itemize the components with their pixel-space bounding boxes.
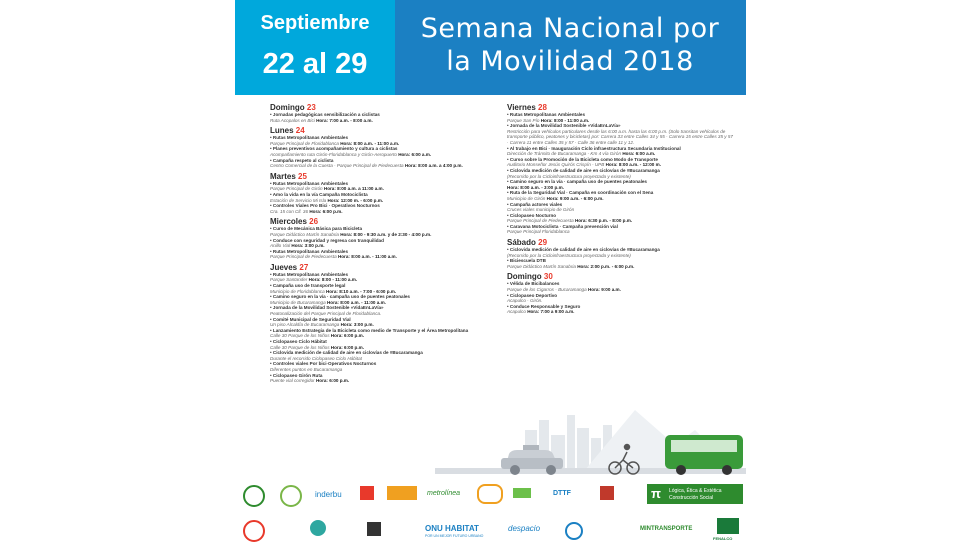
- event-item: [270, 112, 496, 123]
- event-location: Durante el recorrido Ciclopaseo Ciclo Hábitat: [270, 355, 362, 361]
- day-name: Martes: [270, 171, 296, 181]
- event-location: Ruta Acopalos en Bici: [270, 117, 315, 123]
- event-location: Puente vial corregidor: [270, 378, 315, 384]
- event-title: • Ciclopaseo Nocturno: [507, 212, 557, 218]
- event-location: Parque Principal de Girón: [270, 186, 323, 192]
- event-time: Hora: 8:00 a.m. a 11:00 a.m.: [323, 186, 384, 192]
- event-time: Hora: 8:00 - 9:30 a.m. y de 2:30 - 4:00 p.m.: [340, 231, 432, 237]
- event-item: [507, 190, 733, 201]
- header-banner: [235, 0, 746, 95]
- logo-fenalco: FENALCO: [713, 536, 733, 541]
- event-item: [507, 157, 733, 168]
- event-title: • Vélida de Bicibalances: [507, 281, 560, 287]
- event-detail: [507, 229, 733, 235]
- day-name: Domingo: [507, 272, 542, 282]
- day-name: Viernes: [507, 103, 536, 112]
- event-title: • Comité Municipal de Seguridad Vial: [270, 316, 351, 322]
- event-time: Hora: 8:00 a.m. - 11:00 a.m.: [337, 254, 397, 260]
- event-title: • Al trabajo en Bici · Inauguración Ciclo infraestructura Secundaria Institucional: [507, 145, 681, 151]
- event-location: Peatonalización del Parque Principal de Floridablanca.: [270, 311, 382, 317]
- event-title: • Ruta de la Seguridad Vial · Campaña en coordinación con el Sena: [507, 190, 654, 196]
- event-detail: [507, 129, 733, 146]
- event-item: [270, 361, 496, 372]
- bus-icon: [665, 435, 743, 475]
- event-time: Hora: 6:00 p.m.: [330, 344, 364, 350]
- event-time: Hora: 6:30 p.m. - 8:00 p.m.: [574, 218, 633, 224]
- logo-rings-icon: [477, 484, 503, 504]
- event-location: Municipio de Bucaramanga: [270, 299, 326, 305]
- event-title: • Controles viales Por bici·Operativos Nocturnos: [270, 361, 377, 367]
- day-name: Miercoles: [270, 217, 307, 227]
- event-item: [270, 373, 496, 384]
- event-item: [507, 213, 733, 224]
- event-item: [270, 283, 496, 294]
- event-title: • Rutas Metropolitanas Ambientales: [270, 135, 349, 141]
- logo-leaf-icon: [513, 488, 531, 498]
- event-item: [270, 317, 496, 328]
- event-item: [270, 192, 496, 203]
- event-item: [270, 203, 496, 214]
- event-location: Calle 30 Parque de los Niños: [270, 344, 330, 350]
- day-name: Jueves: [270, 262, 298, 272]
- event-item: [507, 112, 733, 123]
- day-heading: [270, 263, 496, 272]
- day-number: 29: [538, 238, 548, 248]
- event-time: Hora: 2:00 p.m. - 6:00 p.m.: [577, 263, 635, 269]
- event-title: • Ciclopaseo Deportivo: [507, 292, 558, 298]
- event-location: Parque San Pío: [507, 117, 540, 123]
- logo-dttf: DTTF: [553, 490, 571, 497]
- event-location: Restricción para vehículos particulares desde las 6:00 a.m. hasta las 6:00 p.m. (Solo transitan vehículos de transporte público, peatones y bicicletas) por: Carrera 33 entre Calles 34 y 55 · Carrera 15 entre Calles 35 y 57 · Carrera 11 entre Calles 35 y 57 · Calle 36 entre calle 11 y 12.: [507, 128, 733, 145]
- day-heading: [270, 103, 496, 112]
- header-days: 22 al 29: [262, 48, 368, 80]
- header-title-line1: Semana Nacional por: [420, 13, 720, 44]
- event-time: Hora: 6:00 a.m.: [398, 151, 432, 157]
- event-item: [270, 294, 496, 305]
- event-detail: [270, 378, 496, 384]
- event-item: [507, 258, 733, 269]
- day-name: Domingo: [270, 103, 305, 112]
- mobility-illustration: [435, 390, 746, 485]
- event-location: Parque Didáctico Martín Sanabria: [270, 231, 339, 237]
- logo-logica-line1: Lógica, Ética & Estética: [669, 488, 722, 494]
- day-number: 25: [298, 171, 307, 181]
- event-location: (Recorrido por la Cicloinfraestructura proyectada y existente): [507, 173, 631, 179]
- event-location: Centro Comercial de la Cuesta · Parque Principal de Piedecuesta: [270, 163, 404, 169]
- event-item: [507, 247, 733, 258]
- event-title: • Rutas Metropolitanas Ambientales: [270, 271, 349, 277]
- event-time: Hora: 8:10 a.m. - 7:00 - 6:00 p.m.: [325, 288, 397, 294]
- day-heading: [507, 272, 733, 281]
- event-title: • Biciescuela DTB: [507, 258, 546, 264]
- logo-crest-icon: [600, 486, 614, 500]
- event-location: (Recorrido por la Cicloinfraestructura proyectada y existente): [507, 252, 631, 258]
- event-time: Hora: 3:00 p.m.: [291, 243, 325, 249]
- event-title: • Camino seguro en la vía · campaña uso de puentes peatonales: [507, 179, 647, 185]
- event-item: [507, 123, 733, 145]
- event-item: [270, 158, 496, 169]
- day-heading: [270, 217, 496, 226]
- logo-despacio: despacio: [508, 524, 541, 533]
- logo-onu-sub: POR UN MEJOR FUTURO URBANO: [425, 534, 484, 538]
- event-time: Hora: 7:00 a 9:00 a.m.: [527, 309, 575, 315]
- day-heading: [507, 103, 733, 112]
- event-title: • Ciclovida medición de calidad de aire en ciclovías de #Bucaramanga: [507, 247, 660, 253]
- event-time: Hora: 6:00 p.m.: [309, 208, 343, 214]
- event-title: • Curso sobre la Promoción de la Bicicleta como Modo de Transporte: [507, 156, 658, 162]
- day-heading: [270, 126, 496, 135]
- logo-circle-icon: [243, 485, 265, 507]
- header-month: Septiembre: [260, 12, 370, 34]
- event-title: • Ciclopaseo Girón Ruta: [270, 372, 323, 378]
- event-location: Parque Principal de Piedecuesta: [270, 254, 337, 260]
- schedule-left-column: [270, 100, 496, 384]
- event-location: Municipio de Floridablanca: [270, 288, 325, 294]
- event-title: • Campaña respeto al ciclista: [270, 157, 334, 163]
- event-title: • Planes preventivos acompañamiento y cultura a ciclistas: [270, 146, 398, 152]
- event-item: [507, 179, 733, 190]
- event-item: [270, 350, 496, 361]
- event-time: Hora: 9:00 a.m. - 6:00 p.m.: [546, 195, 604, 201]
- event-item: [507, 224, 733, 235]
- event-location: Acapulco: [507, 309, 526, 315]
- event-title: • Campaña actores viales: [507, 201, 563, 207]
- logo-onu-habitat: ONU HABITAT: [425, 524, 479, 533]
- event-item: [270, 146, 496, 157]
- header-title-line2: la Movilidad 2018: [446, 46, 694, 77]
- logo-logica-etica: [647, 484, 743, 504]
- event-time: Hora: 9:00 a.m.: [587, 287, 621, 293]
- event-item: [270, 181, 496, 192]
- event-location: Parque Principal Floridablanca: [507, 229, 570, 235]
- event-title: • Ciclovida medición de calidad de aire en ciclovías de #Bucaramanga: [270, 350, 423, 356]
- event-location: Anillo Vial: [270, 243, 291, 249]
- day-number: 27: [299, 262, 309, 272]
- event-title: • Jornadas pedagógicas sensibilización a ciclistas: [270, 112, 380, 117]
- day-heading: [270, 172, 496, 181]
- event-title: • Conduce Responsable y Seguro: [507, 303, 581, 309]
- logo-metrolinea: metrolínea: [427, 490, 461, 497]
- event-item: [270, 339, 496, 350]
- event-title: • Camino seguro en la vía · campaña uso de puentes peatonales: [270, 294, 410, 300]
- event-detail: [507, 264, 733, 270]
- event-location: Un piso Alcaldía de Bucaramanga: [270, 322, 340, 328]
- logo-mintransporte: MINTRANSPORTE: [640, 526, 693, 532]
- event-location: Auditorio Monseñor Jesús Quirós Crispín - UPB: [507, 162, 605, 168]
- event-item: [270, 272, 496, 283]
- event-item: [507, 168, 733, 179]
- event-item: [270, 249, 496, 260]
- event-detail: [270, 118, 496, 124]
- poster: [235, 0, 746, 549]
- event-detail: [270, 209, 496, 215]
- event-time: Hora: 6:00 p.m.: [315, 378, 350, 384]
- logo-shield-icon: [360, 486, 374, 500]
- header-title: [405, 12, 735, 78]
- event-title: • Conduce con seguridad y regresa con tranquilidad: [270, 237, 384, 243]
- event-title: • Rutas Metropolitanas Ambientales: [270, 248, 349, 254]
- schedule-right-column: [507, 100, 733, 315]
- event-title: • Rutas Metropolitanas Ambientales: [507, 112, 586, 117]
- event-item: [507, 146, 733, 157]
- event-time: Hora: 8:00 a.m. - 12:00 m.: [605, 162, 661, 168]
- event-time: Hora: 8:00 - 11:00 a.m.: [308, 277, 358, 283]
- logo-emblem-icon: [387, 486, 417, 500]
- date-block: [235, 0, 395, 95]
- event-time: Hora: 8:00 a.m. a 4:00 p.m.: [404, 163, 463, 169]
- event-time: Hora: 6:00 p.m.: [330, 333, 364, 339]
- event-detail: [507, 309, 733, 315]
- event-detail: [270, 254, 496, 260]
- event-item: [507, 293, 733, 304]
- event-location: Parque de los Cigarros · Bucaramanga: [507, 287, 587, 293]
- event-location: Parque Principal de Piedecuesta: [507, 218, 574, 224]
- event-time: Hora: 8:00 a.m. - 3:00 p.m.: [507, 184, 564, 190]
- event-time: Hora: 6:00 a.m.: [622, 151, 656, 157]
- logo-70-icon: [310, 520, 326, 536]
- day-heading: [507, 238, 733, 247]
- event-location: Cruces viales municipio de Girón: [507, 207, 575, 213]
- event-item: [270, 305, 496, 316]
- day-name: Sábado: [507, 238, 536, 248]
- event-title: • Ciclovida medición de calidad de aire en ciclovías de #Bucaramanga: [507, 167, 660, 173]
- event-title: • Ciclopaseo Ciclo Hábitat: [270, 339, 327, 344]
- event-item: [270, 328, 496, 339]
- event-time: Hora: 3:00 p.m.: [340, 322, 374, 328]
- event-title: • Jornada de la Movilidad Sostenible «VidaEnLaVía»: [507, 123, 621, 129]
- day-number: 30: [543, 272, 553, 282]
- event-time: Hora: 12:00 m. - 6:00 p.m.: [327, 197, 384, 203]
- event-title: • Curso de Mecánica Básica para Bicicleta: [270, 226, 362, 232]
- logo-police-icon: [367, 522, 381, 536]
- logo-inderbu: inderbu: [315, 490, 342, 499]
- day-number: 23: [306, 103, 316, 112]
- logo-agency-icon: [565, 522, 583, 540]
- event-item: [507, 304, 733, 315]
- event-location: Parque Santander: [270, 277, 308, 283]
- event-item: [507, 281, 733, 292]
- event-item: [270, 226, 496, 237]
- event-location: Estación de Servicio Mi Isla: [270, 197, 327, 203]
- event-location: Cra. 15 con Cll. 36: [270, 208, 309, 214]
- logo-seal-icon: [243, 520, 265, 542]
- event-time: Hora: 8:00 a.m. - 11:00 a.m.: [326, 299, 386, 305]
- pi-icon: π: [651, 486, 661, 501]
- logo-fenalco-icon: [717, 518, 739, 534]
- event-title: • Controles Viales Pro Bici · Operativos Nocturnos: [270, 203, 380, 209]
- event-item: [270, 238, 496, 249]
- event-time: Hora: 8:00 a.m. - 11:00 a.m.: [340, 140, 400, 146]
- event-location: Acompañamiento ruta Girón-Floridablanca y Girón-Aeropuerto: [270, 151, 397, 157]
- event-title: • Campaña uso de transporte legal: [270, 283, 346, 289]
- day-number: 28: [538, 103, 547, 112]
- logo-logica-line2: Construcción Social: [669, 495, 714, 501]
- event-location: Acapulco · Girón.: [507, 298, 543, 304]
- event-location: Calle 30 Parque de los Niños: [270, 333, 330, 339]
- event-location: Parque Principal de Floridablanca: [270, 140, 339, 146]
- event-time: Hora: 8:00 - 11:00 a.m.: [540, 117, 590, 123]
- event-title: • Caravana Motociclista · Campaña prevención vial: [507, 223, 618, 229]
- event-location: Parque Didáctico Martín Sanabria: [507, 263, 576, 269]
- sponsor-logos: [235, 480, 746, 549]
- event-item: [507, 202, 733, 213]
- event-title: • Amo la vida en la vía Campaña Motociclista: [270, 191, 368, 197]
- event-detail: [270, 163, 496, 169]
- event-title: • Rutas Metropolitanas Ambientales: [270, 180, 349, 186]
- event-location: Dirección de Tránsito de Bucaramanga - Km 4 vía Girón: [507, 151, 622, 157]
- event-title: • Lanzamiento Estrategia de la Bicicleta como medio de Transporte y el Área Metropolitana: [270, 327, 469, 333]
- logo-bike-icon: [280, 485, 302, 507]
- day-number: 26: [309, 217, 319, 227]
- event-item: [270, 135, 496, 146]
- day-number: 24: [295, 126, 305, 136]
- event-time: Hora: 7:00 a.m. - 8:00 a.m.: [316, 117, 373, 123]
- event-location: Diferentes puntos en Bucaramanga: [270, 366, 343, 372]
- event-title: • Jornada de la Movilidad Sostenible «VidaEnLaVía»: [270, 305, 384, 311]
- event-location: Municipio de Girón: [507, 195, 546, 201]
- day-name: Lunes: [270, 126, 294, 136]
